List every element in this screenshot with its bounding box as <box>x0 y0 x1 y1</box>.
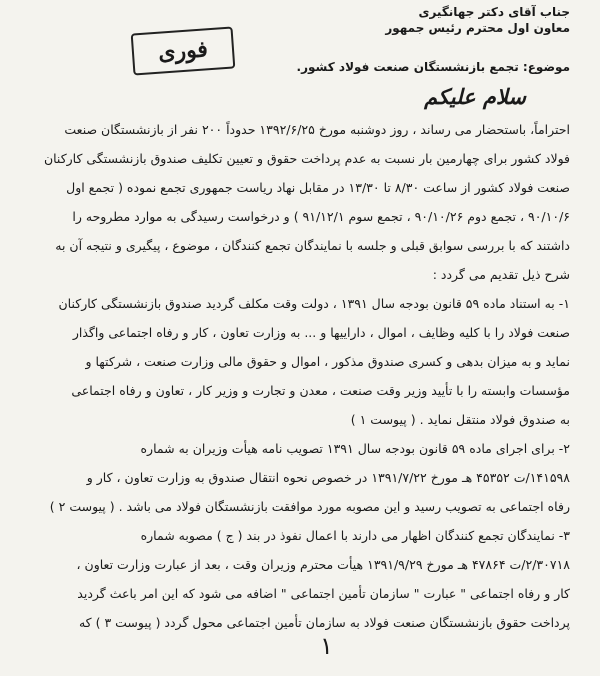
body-line: مؤسسات وابسته را با تأیید وزیر وقت صنعت ، معدن و تجارت و وزیر کار ، تعاون و رفاه اجتماعی <box>71 383 570 398</box>
body-line: پرداخت حقوق بازنشستگان صنعت فولاد به سازمان تأمین اجتماعی محول گردد ( پیوست ۳ ) که <box>78 615 570 630</box>
body-line: رفاه اجتماعی به تصویب رسید و این مصوبه مورد موافقت بازنشستگان فولاد می باشد . ( پیوست ۲ ) <box>49 499 570 514</box>
greeting: سلام علیکم <box>424 84 526 109</box>
body-line: داشتند که با بررسی سوابق قبلی و جلسه با نمایندگان تجمع کنندگان ، موضوع ، پیگیری و نتیجه آن به <box>55 238 570 253</box>
recipient-name: جناب آقای دکتر جهانگیری <box>418 5 570 19</box>
body-line: صنعت فولاد کشور از ساعت ۸/۳۰ تا ۱۳/۳۰ در مقابل نهاد ریاست جمهوری تجمع نموده ( تجمع اول <box>66 180 570 195</box>
body-line: ۱- به استناد ماده ۵۹ قانون بودجه سال ۱۳۹۱ ، دولت وقت مکلف گردید صندوق بازنشستگی کارکنان <box>58 296 570 311</box>
body-line: احتراماً، باستحضار می رساند ، روز دوشنبه مورخ ۱۳۹۲/۶/۲۵ حدوداً ۲۰۰ نفر از بازنشستگان صنعت <box>64 122 570 137</box>
recipient-title: معاون اول محترم رئیس جمهور <box>385 21 570 35</box>
body-line: کار و رفاه اجتماعی " عبارت " سازمان تأمین اجتماعی " اضافه می شود که این امر باعث گردید <box>77 586 570 601</box>
body-line: ۹۰/۱۰/۶ ، تجمع دوم ۹۰/۱۰/۲۶ ، تجمع سوم ۹۱/۱۲/۱ ) و درخواست رسیدگی به موارد مطروحه را <box>72 209 570 224</box>
body-line: فولاد کشور برای چهارمین بار نسبت به عدم پرداخت حقوق و تعیین تکلیف صندوق بازنشستگی کارکنان <box>43 151 570 166</box>
body-line: ۳- نمایندگان تجمع کنندگان اظهار می دارند با اعمال نفوذ در بند ( ج ) مصوبه شماره <box>140 528 570 543</box>
body-line: نماید و به میزان بدهی و کسری صندوق مذکور ، اموال و حقوق مالی وزارت صنعت ، شرکتها و <box>85 354 570 369</box>
body-line: به صندوق فولاد منتقل نماید . ( پیوست ۱ ) <box>350 412 570 427</box>
body-line: شرح ذیل تقدیم می گردد : <box>432 267 570 282</box>
body-line: صنعت فولاد را با کلیه وظایف ، اموال ، داراییها و ... به وزارت تعاون ، کار و رفاه اجتماعی واگذار <box>72 325 570 340</box>
body-line: ۱۴۱۵۹۸/ت ۴۵۳۵۲ هـ مورخ ۱۳۹۱/۷/۲۲ در خصوص نحوه انتقال صندوق به وزارت تعاون ، کار و <box>86 470 570 485</box>
body-line: ۲- برای اجرای ماده ۵۹ قانون بودجه سال ۱۳۹۱ تصویب نامه هیأت وزیران به شماره <box>140 441 570 456</box>
page-number: ۱ <box>320 632 333 660</box>
body-line: ۲/۳۰۷۱۸/ت ۴۷۸۶۴ هـ مورخ ۱۳۹۱/۹/۲۹ هیأت محترم وزیران وقت ، بعد از عبارت وزارت تعاون ، <box>76 557 570 572</box>
urgent-stamp: فوری <box>131 26 236 75</box>
subject-line: موضوع: تجمع بازنشستگان صنعت فولاد کشور. <box>296 60 570 74</box>
